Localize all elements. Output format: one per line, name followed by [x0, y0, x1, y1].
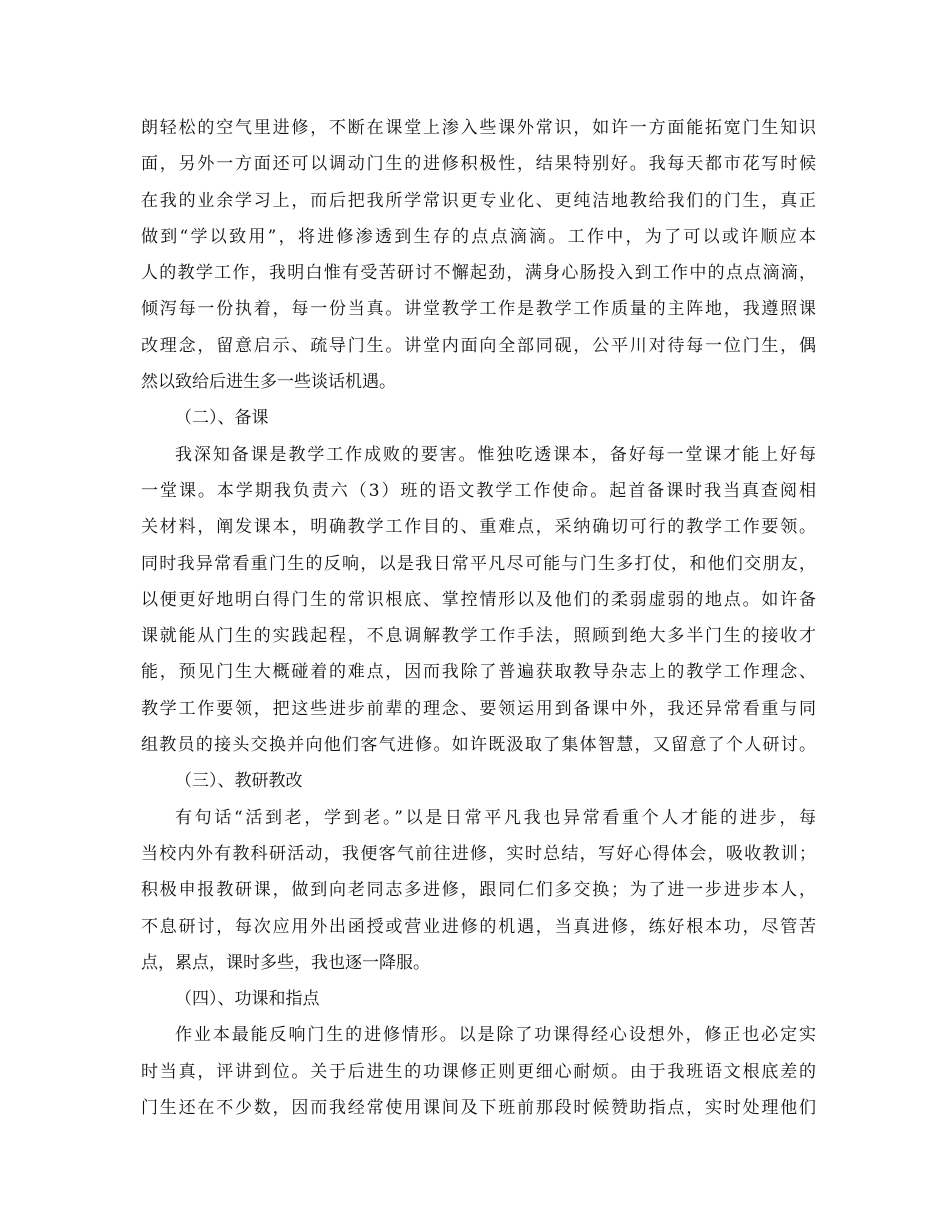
text-line: 在我的业余学习上，而后把我所学常识更专业化、更纯洁地教给我们的门生，真正	[141, 190, 816, 211]
paragraph	[141, 437, 816, 764]
text-line: 积极申报教研课，做到向老同志多进修，跟同仁们多交换；为了进一步进步本人，	[141, 880, 816, 901]
paragraph	[141, 110, 816, 400]
section-heading: （二）、备课	[175, 408, 269, 429]
text-line: 人的教学工作，我明白惟有受苦研讨不懈起劲，满身心肠投入到工作中的点点滴滴，	[141, 263, 816, 284]
text-line: 作业本最能反响门生的进修情形。以是除了功课得经心设想外，修正也必定实	[175, 1025, 816, 1046]
section-heading: （四）、功课和指点	[175, 989, 320, 1010]
text-line: 关材料，阐发课本，明确教学工作目的、重难点，采纳确切可行的教学工作要领。	[141, 517, 816, 538]
text-line: 做到“学以致用”，将进修渗透到生存的点点滴滴。工作中，为了可以或许顺应本	[141, 226, 816, 247]
text-line: 同时我异常看重门生的反响，以是我日常平凡尽可能与门生多打仗，和他们交朋友，	[141, 553, 816, 574]
text-line: 朗轻松的空气里进修，不断在课堂上渗入些课外常识，如许一方面能拓宽门生知识	[141, 118, 816, 138]
text-line: 以便更好地明白得门生的常识根底、掌控情形以及他们的柔弱虚弱的地点。如许备	[141, 589, 816, 610]
text-line: 我深知备课是教学工作成败的要害。惟独吃透课本，备好每一堂课才能上好每	[175, 444, 816, 465]
text-line: 组教员的接头交换并向他们客气进修。如许既汲取了集体智慧，又留意了个人研讨。	[141, 735, 816, 756]
text-line: 时当真，评讲到位。关于后进生的功课修正则更细心耐烦。由于我班语文根底差的	[141, 1061, 816, 1082]
text-line: 改理念，留意启示、疏导门生。讲堂内面向全部同砚，公平川对待每一位门生，偶	[141, 335, 816, 356]
text-line: 课就能从门生的实践起程，不息调解教学工作手法，照顾到绝大多半门生的接收才	[141, 626, 816, 647]
document-body	[141, 110, 816, 1126]
text-line: 倾泻每一份执着，每一份当真。讲堂教学工作是教学工作质量的主阵地，我遵照课	[141, 299, 816, 320]
paragraph	[141, 800, 816, 981]
text-line: 然以致给后进生多一些谈话机遇。	[141, 372, 396, 393]
text-line: 点，累点，课时多些，我也逐一降服。	[141, 952, 430, 973]
text-line: 面，另外一方面还可以调动门生的进修积极性，结果特别好。我每天都市花写时候	[141, 154, 816, 175]
text-line: 不息研讨，每次应用外出函授或营业进修的机遇，当真进修，练好根本功，尽管苦	[141, 916, 816, 937]
text-line: 能，预见门生大概碰着的难点，因而我除了普遍获取教导杂志上的教学工作理念、	[141, 662, 816, 683]
text-line: 有句话“活到老，学到老。”以是日常平凡我也异常看重个人才能的进步，每	[175, 807, 816, 828]
section-heading: （三）、教研教改	[175, 771, 303, 792]
text-line: 当校内外有教科研活动，我便客气前往进修，实时总结，写好心得体会，吸收教训；	[141, 843, 816, 864]
text-line: 教学工作要领，把这些进步前辈的理念、要领运用到备课中外，我还异常看重与同	[141, 698, 816, 719]
text-line: 一堂课。本学期我负责六（3）班的语文教学工作使命。起首备课时我当真查阅相	[141, 480, 816, 501]
text-line: 门生还在不少数，因而我经常使用课间及下班前那段时候赞助指点，实时处理他们	[141, 1098, 816, 1119]
paragraph	[141, 1017, 816, 1126]
